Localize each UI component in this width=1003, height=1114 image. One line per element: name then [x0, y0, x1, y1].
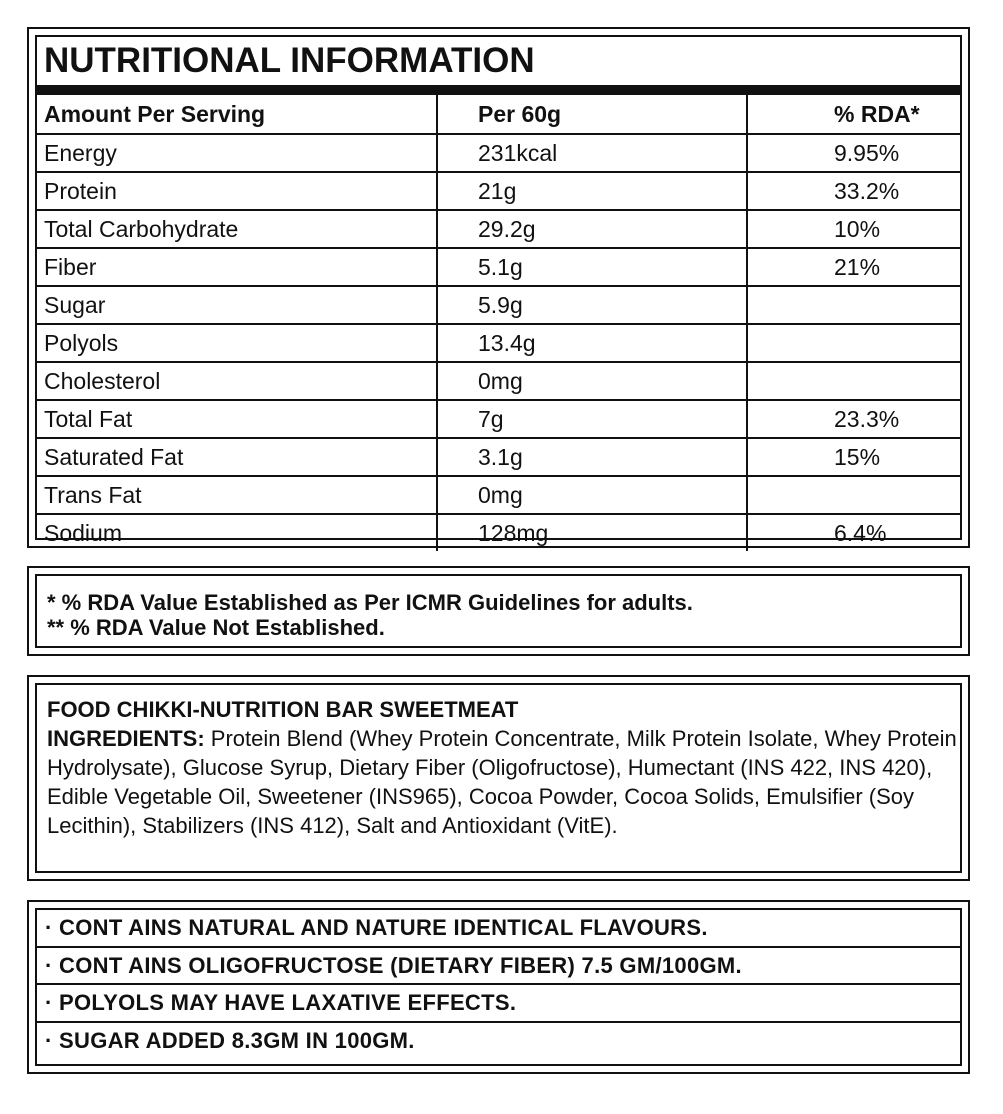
ingredients-list: Protein Blend (Whey Protein Concentrate, Milk Protein Isolate, Whey Protein Hydrolysate), Glucose Syrup, Dietary Fiber (Oligofructose), Humectant (INS 422, INS 420), Edible Vegetable Oil, Sweetener (INS965), Cocoa Powder, Cocoa Solids, Emulsifier (Soy Lecithin), Stabilizers (INS 412), Salt and Antioxidant (VitE). [47, 726, 957, 838]
nutrition-header-row [37, 95, 960, 134]
nutrient-rda [747, 476, 960, 514]
nutrient-name: Trans Fat [37, 476, 437, 514]
nutrient-rda: 6.4% [747, 514, 960, 551]
header-rda: % RDA* [747, 95, 960, 134]
nutrient-name: Protein [37, 172, 437, 210]
table-row [37, 248, 960, 286]
nutrient-amount: 5.9g [437, 286, 747, 324]
nutrient-rda: 10% [747, 210, 960, 248]
nutrient-name: Total Fat [37, 400, 437, 438]
nutrient-name: Fiber [37, 248, 437, 286]
rda-note [37, 576, 960, 640]
nutrient-rda [747, 362, 960, 400]
nutrient-amount: 0mg [437, 362, 747, 400]
nutrient-rda [747, 324, 960, 362]
table-row [37, 400, 960, 438]
nutrient-amount: 5.1g [437, 248, 747, 286]
table-row [37, 324, 960, 362]
nutrient-name: Polyols [37, 324, 437, 362]
ingredients-panel-inner [35, 683, 962, 873]
nutrient-amount: 0mg [437, 476, 747, 514]
rda-note-line-2: ** % RDA Value Not Established. [47, 615, 385, 640]
nutrient-name: Energy [37, 134, 437, 172]
ingredients-text [47, 724, 960, 840]
table-row [37, 286, 960, 324]
header-per-60g: Per 60g [437, 95, 747, 134]
nutrient-amount: 21g [437, 172, 747, 210]
nutrition-panel-inner [35, 35, 962, 546]
ingredients-block [37, 685, 960, 840]
nutrient-name: Total Carbohydrate [37, 210, 437, 248]
note-sugar-added: · SUGAR ADDED 8.3GM IN 100GM. [45, 1027, 415, 1053]
notes-panel-inner [35, 908, 962, 1066]
nutrient-name: Cholesterol [37, 362, 437, 400]
table-row [37, 362, 960, 400]
nutrient-rda: 33.2% [747, 172, 960, 210]
nutrient-amount: 231kcal [437, 134, 747, 172]
table-row [37, 210, 960, 248]
nutrient-amount: 13.4g [437, 324, 747, 362]
note-natural-flavours: · CONT AINS NATURAL AND NATURE IDENTICAL FLAVOURS. [37, 910, 960, 948]
nutrient-amount: 128mg [437, 514, 747, 551]
nutrient-rda: 9.95% [747, 134, 960, 172]
nutrient-name: Sodium [37, 514, 437, 551]
table-row [37, 134, 960, 172]
nutrient-rda [747, 286, 960, 324]
ingredients-panel [27, 675, 970, 881]
note-polyols-laxative: · POLYOLS MAY HAVE LAXATIVE EFFECTS. [37, 985, 960, 1023]
nutrient-amount: 7g [437, 400, 747, 438]
notes-panel [27, 900, 970, 1074]
nutrient-name: Sugar [37, 286, 437, 324]
table-row [37, 514, 960, 551]
nutrient-rda: 23.3% [747, 400, 960, 438]
nutrient-name: Saturated Fat [37, 438, 437, 476]
table-row [37, 172, 960, 210]
nutrition-title: NUTRITIONAL INFORMATION [37, 37, 960, 95]
table-row [37, 476, 960, 514]
nutrition-table [37, 95, 960, 551]
table-row [37, 438, 960, 476]
header-amount-per-serving: Amount Per Serving [37, 95, 437, 134]
nutrient-rda: 15% [747, 438, 960, 476]
rda-note-line-1: * % RDA Value Established as Per ICMR Guidelines for adults. [47, 590, 693, 615]
rda-note-panel-inner [35, 574, 962, 648]
nutrient-rda: 21% [747, 248, 960, 286]
nutrient-amount: 29.2g [437, 210, 747, 248]
rda-note-panel [27, 566, 970, 656]
nutrition-panel [27, 27, 970, 548]
note-oligofructose: · CONT AINS OLIGOFRUCTOSE (DIETARY FIBER) 7.5 GM/100GM. [37, 948, 960, 986]
nutrient-amount: 3.1g [437, 438, 747, 476]
product-name: FOOD CHIKKI-NUTRITION BAR SWEETMEAT [47, 697, 519, 722]
ingredients-label: INGREDIENTS: [47, 726, 205, 751]
